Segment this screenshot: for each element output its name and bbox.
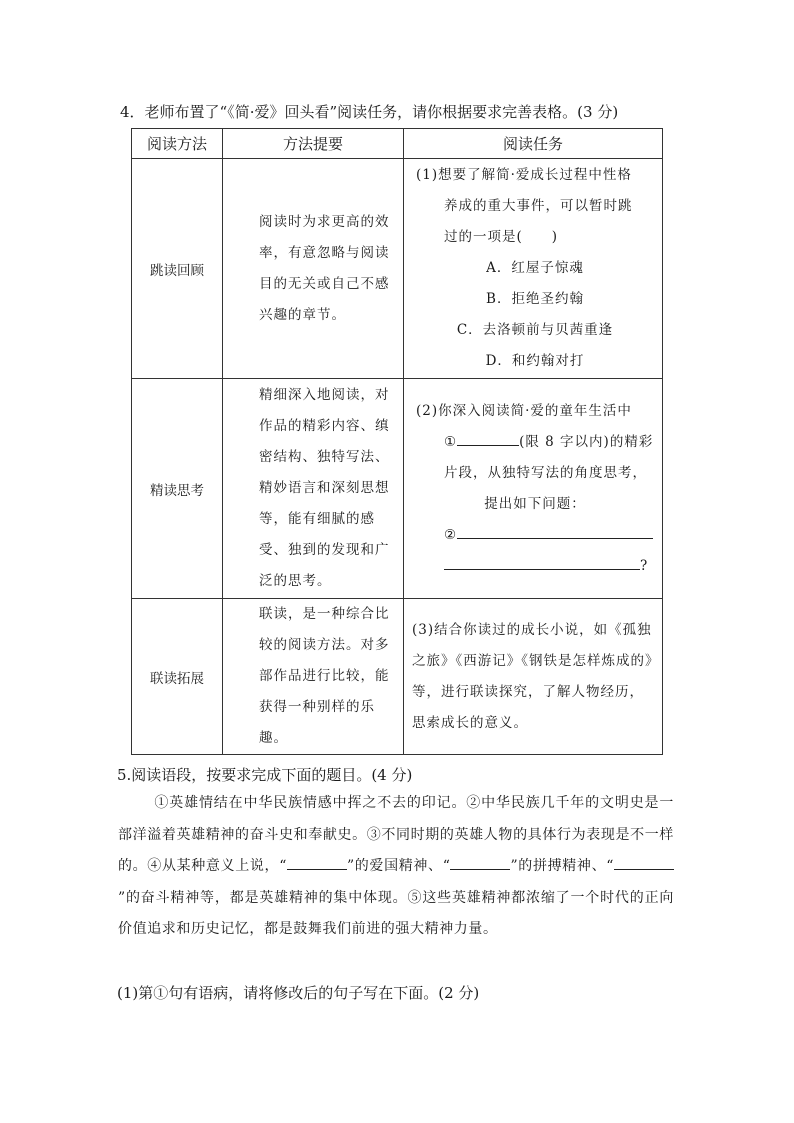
passage bbox=[118, 788, 674, 946]
method-cell: 精读思考 bbox=[132, 379, 223, 599]
task-line bbox=[416, 427, 654, 458]
passage-text-c: ”的拼搏精神、“ bbox=[510, 858, 614, 874]
answer-blank-1[interactable] bbox=[457, 431, 519, 446]
task-cell: (3)结合你读过的成长小说，如《孤独之旅》《西游记》《钢铁是怎样炼成的》等，进行联读探究，了解人物经历，思索成长的意义。 bbox=[404, 599, 663, 755]
option-c: C．去洛顿前与贝茜重逢 bbox=[456, 322, 614, 338]
table-header-row bbox=[132, 129, 663, 159]
option-a: A．红屋子惊魂 bbox=[486, 260, 584, 276]
method-cell: 跳读回顾 bbox=[132, 159, 223, 379]
blank-1-label: ① bbox=[444, 433, 458, 450]
answer-blank-2b[interactable] bbox=[444, 555, 640, 570]
passage-text-b: ”的爱国精神、“ bbox=[346, 858, 451, 874]
option-d: D．和约翰对打 bbox=[485, 353, 585, 369]
task-line-rest: (限 8 字以内)的精彩 bbox=[519, 433, 654, 450]
task-cell bbox=[404, 159, 663, 379]
method-cell: 联读拓展 bbox=[132, 599, 223, 755]
question-5-title: 5.阅读语段，按要求完成下面的题目。(4 分) bbox=[117, 766, 413, 784]
summary-cell: 联读，是一种综合比较的阅读方法。对多部作品进行比较，能获得一种别样的乐趣。 bbox=[223, 599, 404, 755]
question-blank-line bbox=[416, 520, 654, 551]
passage-blank-3[interactable] bbox=[614, 855, 674, 870]
passage-text-a: ①英雄情结在中华民族情感中挥之不去的印记。②中华民族几千年的文明史是一部洋溢着英雄精神的奋斗史和奉献史。③不同时期的英雄人物的具体行为表现是不一样的。④从某种意义上说，“ bbox=[118, 795, 674, 874]
task-line: 提出如下问题： bbox=[484, 495, 586, 512]
passage-text-d: ”的奋斗精神等，都是英雄精神的集中体现。⑤这些英雄精神都浓缩了一个时代的正向价值追求和历史记忆，都是鼓舞我们前进的强大精神力量。 bbox=[118, 889, 674, 937]
task-line: 片段，从独特写法的角度思考， bbox=[444, 464, 647, 481]
passage-blank-1[interactable] bbox=[287, 855, 347, 870]
question-4-title: 4．老师布置了“《简·爱》回头看”阅读任务，请你根据要求完善表格。(3 分) bbox=[120, 103, 619, 121]
sub-question-1: (1)第①句有语病，请将修改后的句子写在下面。(2 分) bbox=[117, 984, 480, 1002]
task-cell bbox=[404, 379, 663, 599]
task-line: 过的一项是( ) bbox=[444, 229, 559, 245]
task-line: (1)想要了解简·爱成长过程中性格 bbox=[416, 167, 632, 183]
header-summary: 方法提要 bbox=[223, 129, 404, 159]
table-row bbox=[132, 159, 663, 379]
table-row bbox=[132, 379, 663, 599]
summary-cell: 阅读时为求更高的效率，有意忽略与阅读目的无关或自己不感兴趣的章节。 bbox=[223, 159, 404, 379]
reading-task-table bbox=[131, 128, 663, 755]
blank-2-label: ② bbox=[444, 526, 458, 543]
option-b: B．拒绝圣约翰 bbox=[486, 291, 584, 307]
question-mark: ? bbox=[640, 557, 649, 574]
question-blank-line bbox=[416, 551, 654, 582]
task-line: 养成的重大事件，可以暂时跳 bbox=[444, 198, 633, 214]
task-line: (2)你深入阅读简·爱的童年生活中 bbox=[416, 402, 632, 419]
summary-cell: 精细深入地阅读，对作品的精彩内容、缜密结构、独特写法、精妙语言和深刻思想等，能有细腻的感受、独到的发现和广泛的思考。 bbox=[223, 379, 404, 599]
passage-blank-2[interactable] bbox=[450, 855, 510, 870]
passage-paragraph bbox=[118, 788, 674, 946]
header-task: 阅读任务 bbox=[404, 129, 663, 159]
table-row bbox=[132, 599, 663, 755]
header-method: 阅读方法 bbox=[132, 129, 223, 159]
answer-blank-2[interactable] bbox=[457, 524, 653, 539]
